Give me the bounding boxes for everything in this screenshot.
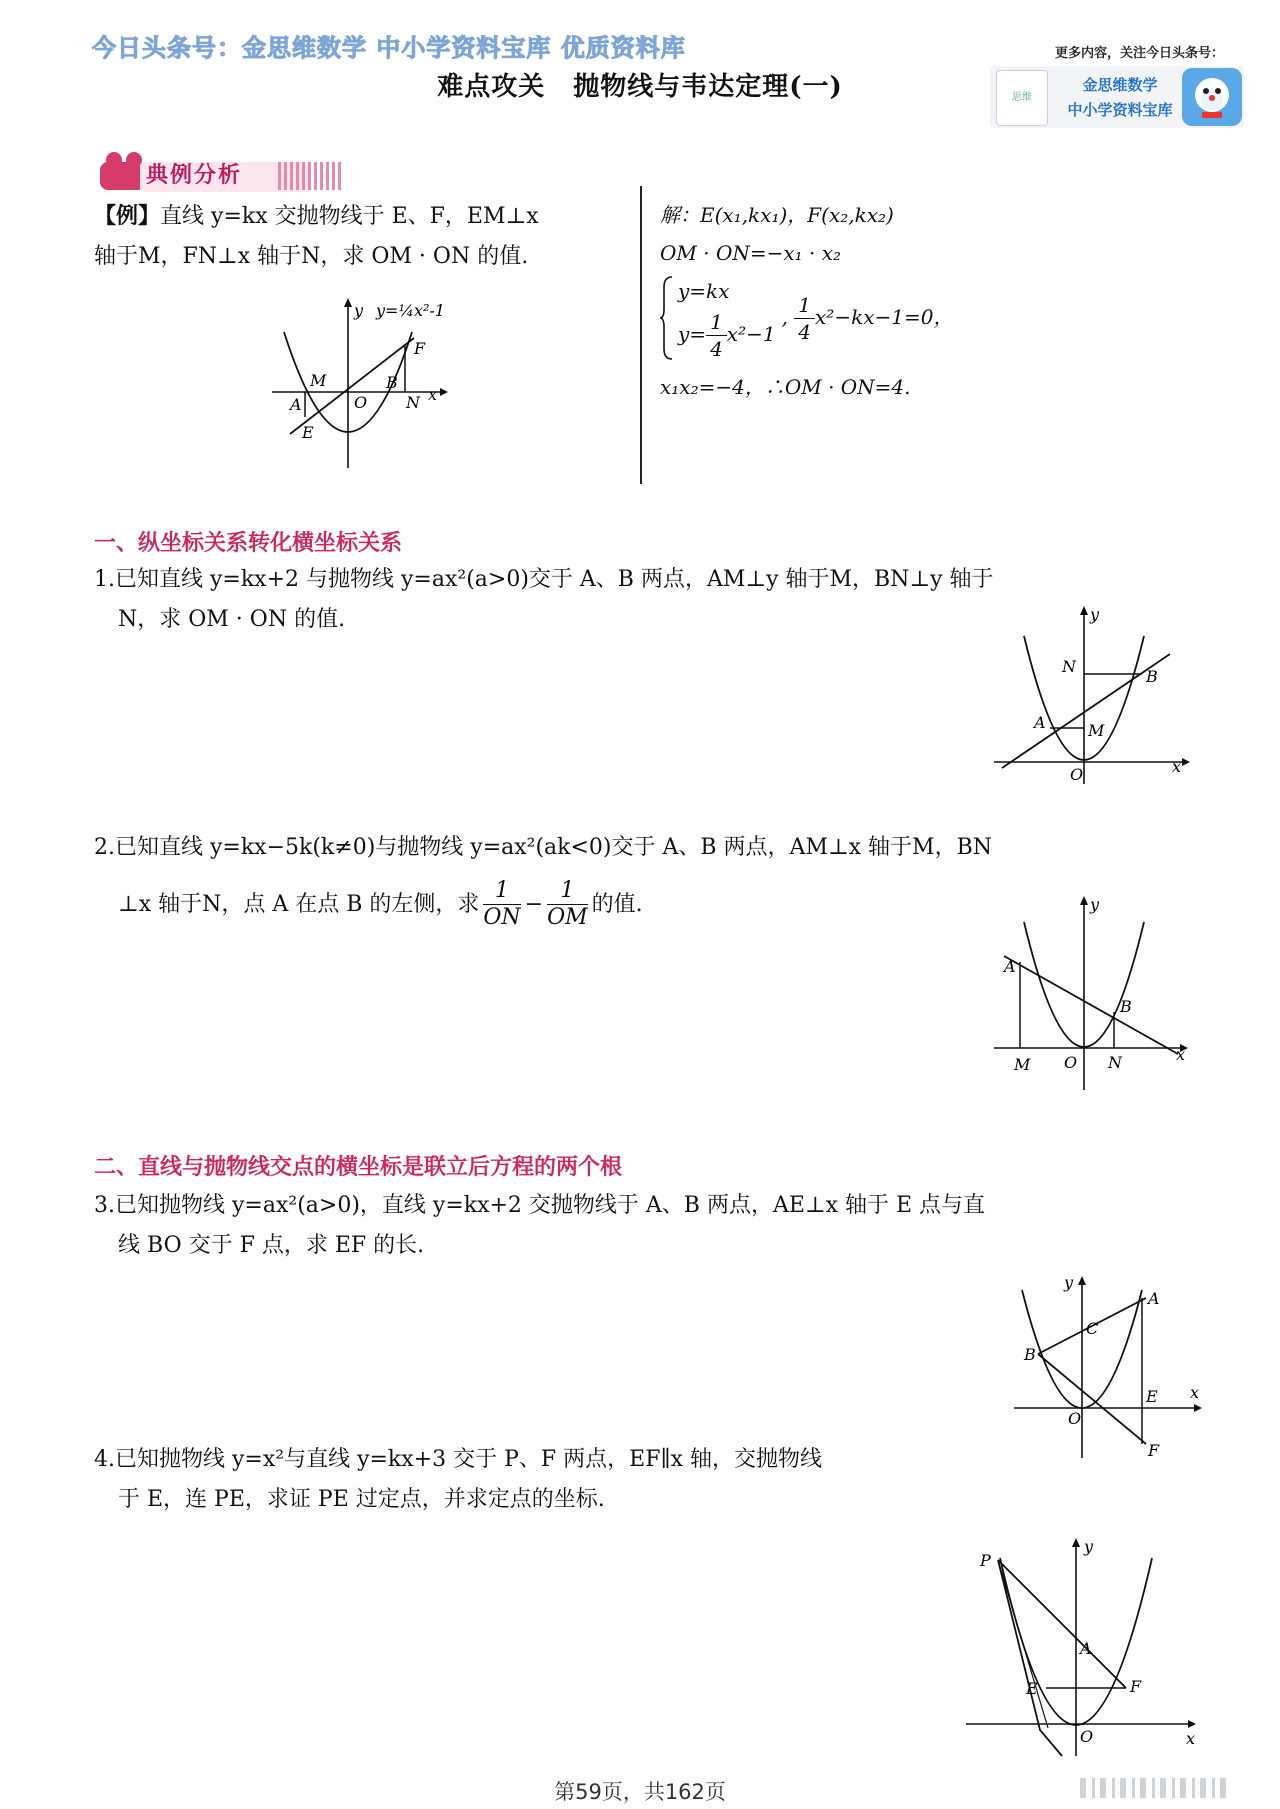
problem-4-figure xyxy=(966,1530,1206,1760)
label-c: C xyxy=(1086,1319,1099,1338)
label-e: E xyxy=(1146,1387,1158,1406)
label-p: P xyxy=(980,1551,991,1570)
label-o: O xyxy=(1070,765,1084,784)
label-y: y xyxy=(1090,895,1100,914)
example-line-2: 轴于M，FN⊥x 轴于N，求 OM · ON 的值. xyxy=(94,244,529,269)
solution-combined-eq: , $\frac{1}{4}$ x²−kx−1=0， xyxy=(781,292,954,344)
problem-1-line-2: N，求 OM · ON 的值. xyxy=(118,607,346,632)
label-x: x xyxy=(1190,1383,1200,1402)
label-f: F xyxy=(414,339,426,358)
problem-1-line-1: 1.已知直线 y=kx+2 与抛物线 y=ax²(a>0)交于 A、B 两点，AM⊥y 轴于M，BN⊥y 轴于 xyxy=(94,567,994,592)
footer-barcode-icon xyxy=(1080,1776,1240,1800)
problem-2-line-2: ⊥x 轴于N，点 A 在点 B 的左侧，求 $\frac{1}{ON}$ − $\frac{1}{OM}$ 的值. xyxy=(118,878,643,930)
divider-line xyxy=(640,186,642,484)
problem-3-line-1: 3.已知抛物线 y=ax²(a>0)，直线 y=kx+2 交抛物线于 A、B 两点，AE⊥x 轴于 E 点与直 xyxy=(94,1193,986,1218)
label-a: A xyxy=(1080,1639,1092,1658)
section-2-heading: 二、直线与抛物线交点的横坐标是联立后方程的两个根 xyxy=(94,1155,623,1180)
line-ab xyxy=(1004,956,1178,1054)
problem-3 xyxy=(94,1186,1214,1266)
label-curve: y=¼x²-1 xyxy=(376,301,445,320)
label-n: N xyxy=(1108,1053,1122,1072)
example-text xyxy=(94,196,634,277)
label-x: x xyxy=(1172,757,1182,776)
brace-icon xyxy=(660,275,674,361)
promo-name-2: 中小学资料宝库 xyxy=(1067,101,1173,119)
label-x: x xyxy=(1186,1729,1196,1748)
line-ab xyxy=(1002,654,1170,768)
label-b: B xyxy=(1120,997,1132,1016)
solution-system xyxy=(660,274,1220,362)
label-a: A xyxy=(1148,1289,1160,1308)
label-o: O xyxy=(354,393,368,412)
title-left: 难点攻关 xyxy=(437,72,546,102)
label-y: y xyxy=(354,301,364,320)
label-e: E xyxy=(302,423,314,442)
problem-2-figure xyxy=(990,888,1200,1098)
promo-text: 更多内容，关注今日头条号： xyxy=(1054,46,1224,61)
line-bo-f xyxy=(1038,1354,1146,1444)
page-footer: 第59页，共162页 xyxy=(554,1780,726,1804)
example-tag: 【例】 xyxy=(94,203,161,229)
solution-line-1: 解：E(x₁,kx₁)，F(x₂,kx₂) xyxy=(660,203,894,227)
problem-2-line-1: 2.已知直线 y=kx−5k(k≠0)与抛物线 y=ax²(ak<0)交于 A、B 两点，AM⊥x 轴于M，BN xyxy=(94,835,993,860)
label-a: A xyxy=(290,395,302,414)
section-1-heading: 一、纵坐标关系转化横坐标关系 xyxy=(94,531,403,556)
label-b: B xyxy=(1024,1345,1036,1364)
problem-3-line-2: 线 BO 交于 F 点，求 EF 的长. xyxy=(118,1233,425,1258)
label-o: O xyxy=(1064,1053,1078,1072)
label-a: A xyxy=(1004,957,1016,976)
label-x: x xyxy=(1176,1045,1186,1064)
solution-block xyxy=(660,196,1220,406)
label-b: B xyxy=(1146,667,1158,686)
banner-label: 典例分析 xyxy=(146,163,243,188)
label-n: N xyxy=(1062,657,1076,676)
label-m: M xyxy=(1014,1055,1031,1074)
label-o: O xyxy=(1080,1727,1094,1746)
problem-1-figure xyxy=(990,598,1200,790)
solution-line-4: x₁x₂=−4，∴OM · ON=4. xyxy=(660,375,911,399)
label-m: M xyxy=(310,371,327,390)
header-watermark: 今日头条号：金思维数学 中小学资料宝库 优质资料库 xyxy=(92,34,686,62)
label-x: x xyxy=(428,385,438,404)
label-e: E xyxy=(1026,1679,1038,1698)
promo-name-1: 金思维数学 xyxy=(1082,76,1158,94)
label-m: M xyxy=(1088,721,1105,740)
system-eq-2: y= $\frac{1}{4}$ x²−1 xyxy=(678,310,776,361)
problem-4-line-2: 于 E，连 PE，求证 PE 过定点，并求定点的坐标. xyxy=(118,1487,605,1512)
label-f: F xyxy=(1148,1441,1160,1460)
label-f: F xyxy=(1130,1677,1142,1696)
label-a: A xyxy=(1034,713,1046,732)
system-eq-1: y=kx xyxy=(678,279,730,303)
label-n: N xyxy=(406,393,420,412)
promo-logo: 思维 xyxy=(996,70,1048,126)
problem-3-figure xyxy=(1010,1268,1210,1464)
label-y: y xyxy=(1064,1273,1074,1292)
problem-4-line-1: 4.已知抛物线 y=x²与直线 y=kx+3 交于 P、F 两点，EF∥x 轴，交抛物线 xyxy=(94,1447,823,1472)
example-line-1: 直线 y=kx 交抛物线于 E、F，EM⊥x xyxy=(160,204,539,229)
label-y: y xyxy=(1090,605,1100,624)
promo-avatar-icon xyxy=(1182,68,1242,126)
label-o: O xyxy=(1068,1409,1082,1428)
solution-line-2: OM · ON=−x₁ · x₂ xyxy=(660,241,842,265)
label-y: y xyxy=(1084,1537,1094,1556)
label-b: B xyxy=(386,373,398,392)
example-figure xyxy=(268,292,468,472)
title-right: 抛物线与韦达定理(一) xyxy=(573,72,843,102)
problem-4 xyxy=(94,1440,1014,1520)
